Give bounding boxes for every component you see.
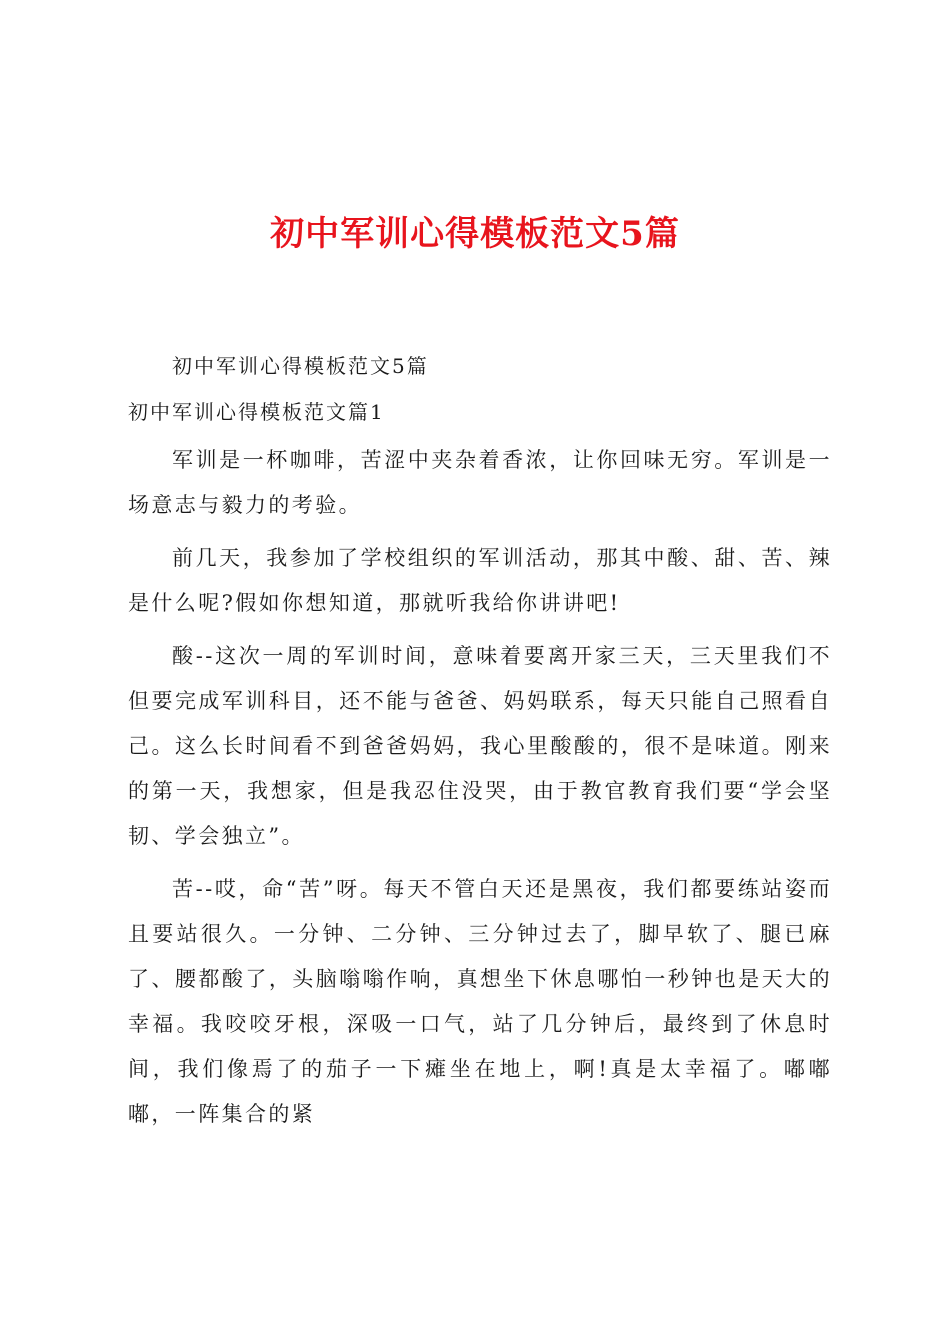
document-title: 初中军训心得模板范文5篇	[270, 214, 680, 254]
section-heading: 初中军训心得模板范文篇1	[128, 400, 385, 424]
paragraph: 苦--哎，命“苦”呀。每天不管白天还是黑夜，我们都要练站姿而且要站很久。一分钟、二分钟、三分钟过去了，脚早软了、腿已麻了、腰都酸了，头脑嗡嗡作响，真想坐下休息哪怕一秒钟也是天大的幸福。我咬咬牙根，深吸一口气，站了几分钟后，最终到了休息时间，我们像焉了的茄子一下瘫坐在地上，啊!真是太幸福了。嘟嘟嘟，一阵集合的紧	[128, 877, 832, 1126]
paragraph: 军训是一杯咖啡，苦涩中夹杂着香浓，让你回味无穷。军训是一场意志与毅力的考验。	[128, 448, 832, 517]
paragraph: 酸--这次一周的军训时间，意味着要离开家三天，三天里我们不但要完成军训科目，还不能与爸爸、妈妈联系，每天只能自己照看自己。这么长时间看不到爸爸妈妈，我心里酸酸的，很不是味道。刚来的第一天，我想家，但是我忍住没哭，由于教官教育我们要“学会坚韧、学会独立”。	[128, 644, 832, 848]
document-body	[128, 348, 832, 1137]
document-subtitle: 初中军训心得模板范文5篇	[172, 354, 429, 378]
paragraph: 前几天，我参加了学校组织的军训活动，那其中酸、甜、苦、辣是什么呢?假如你想知道，那就听我给你讲讲吧!	[128, 546, 832, 615]
